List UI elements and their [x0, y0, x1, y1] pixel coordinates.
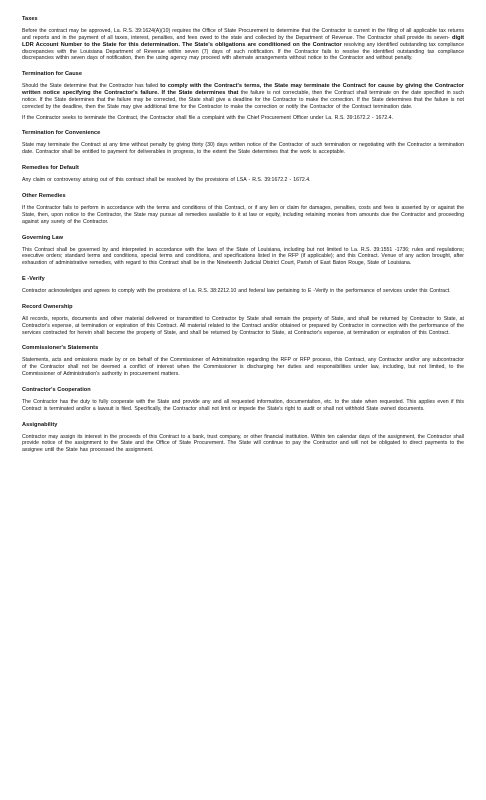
section-paragraph [22, 177, 464, 184]
section-paragraph [22, 28, 464, 62]
paragraph-text-after: Contractor acknowledges and agrees to comply with the provisions of La. R.S. 38:2212.10 and federal law pertaining to E -Verify in the performance of services under this Contract. [22, 288, 451, 295]
section-termination-for-cause [22, 71, 464, 121]
section-heading: Record Ownership [22, 303, 73, 310]
section-heading: Contractor's Cooperation [22, 386, 91, 393]
section-paragraph [22, 247, 464, 268]
section-record-ownership [22, 304, 464, 337]
document-page [22, 16, 464, 463]
paragraph-text-after: The Contractor has the duty to fully cooperate with the State and provide any and all requested information, documentation, etc. to the state when requested. This applies even if this Contract is terminated and/or a lawsuit is filed. Specifically, the Contractor shall not limit or impede the State's right to audit or shall not withhold State owned documents. [22, 398, 464, 412]
section-other-remedies [22, 193, 464, 226]
section-paragraph [22, 288, 464, 295]
paragraph-text-after: Contractor may assign its interest in the proceeds of this Contract to a bank, trust company, or other financial institution. Within ten calendar days of the assignment, the Contractor shall provide notice of the assignment to the State and the Office of State Procurement. The State will continue to pay the Contractor and will not be obligated to direct payments to the assignee until the State has processed the assignment. [22, 433, 464, 454]
paragraph-text-after: If the Contractor seeks to terminate the Contract, the Contractor shall file a complaint with the Chief Procurement Officer under La. R.S. 39:1672.2 - 1672.4. [22, 114, 393, 121]
paragraph-text-before: Should the State determine that the Contractor has failed [22, 83, 161, 90]
section-remedies-for-default [22, 165, 464, 184]
section-paragraph [22, 115, 464, 122]
section-termination-for-convenience [22, 130, 464, 156]
section-heading: Taxes [22, 16, 38, 22]
paragraph-text-before: Before the contract may be approved, La. R.S. 39:1624(A)(10) requires the Office of State Procurement to determine that the Contractor is current in the filing of all applicable tax returns and reports and in the payment of all taxes, interest, penalties, and fees owed to the state and collected by the Department of Revenue. The Contractor shall provide its seven- [22, 28, 464, 41]
section-heading: Termination for Convenience [22, 130, 101, 137]
paragraph-text-emph: to comply with the Contract's terms, the State may terminate the Contract for cause by giving the Contractor written notice specifying the Contractor's failure. If the State determines that [22, 83, 465, 97]
paragraph-text-after: Statements, acts and omissions made by or on behalf of the Commissioner of Administration regarding the RFP or RFP process, this Contract, any Contractor and/or any subcontractor of the Contractor shall not be deemed a conflict of interest when the Commissioner is discharging her duties and responsibilities under law, including, but not limited, to the Commissioner of Administration's authority in procurement matters. [22, 357, 464, 378]
section-heading: Commissioner's Statements [22, 345, 99, 352]
section-e-verify [22, 276, 464, 295]
section-paragraph [22, 434, 464, 455]
section-paragraph [22, 316, 464, 337]
section-heading: Governing Law [22, 234, 64, 241]
paragraph-text-after: All records, reports, documents and other material delivered or transmitted to Contractor by State shall remain the property of State, and shall be returned by Contractor to State, at Contractor's expense, at termination or expiration of this Contract. All material related to the Contract and/or obtained or prepared by Contractor in connection with the performance of the services contracted for herein shall become the property of State, and shall be returned by Contractor to State, at Contractor's expense, at termination or expiration of this Contract. [22, 315, 464, 336]
paragraph-text-after: the failure is not correctable, then the Contract shall terminate on the date specified in such notice. If the State determines that the failure may be corrected, the State shall give a deadline for the Contractor to make the correction. If the State determines that the failure is not corrected by the deadline, then the State may give additional time for the Contractor to make the correction or notify the Contractor of the Contract termination date. [22, 90, 464, 110]
section-assignability [22, 422, 464, 455]
section-taxes [22, 16, 464, 62]
section-paragraph [22, 357, 464, 378]
paragraph-text-after: If the Contractor fails to perform in accordance with the terms and conditions of this Contract, or if any lien or claim for damages, penalties, costs and fees is asserted by or against the State, then, upon notice to the Contractor, the State may pursue all remedies available to it at law or equity, including retaining monies from amounts due the Contractor and proceeding against any surety of the Contractor. [22, 204, 464, 225]
section-paragraph [22, 83, 464, 110]
section-contractor-s-cooperation [22, 387, 464, 413]
paragraph-text-after: State may terminate the Contract at any time without penalty by giving thirty (30) days written notice of the Contractor of such termination or negotiating with the Contractor a termination date. Contractor shall be entitled to payment for deliverables in progress, to the extent the State determines that the work is acceptable. [22, 142, 464, 156]
paragraph-text-after: resolving any identified outstanding tax compliance discrepancies with the Louisiana Department of Revenue within seven (7) days of such notification. If the Contractor fails to resolve the identified outstanding tax compliance discrepancies within seven days of notification, then the using agency may proceed with alternate arrangements without notice to the Contractor and without penalty. [22, 41, 464, 62]
section-heading: Termination for Cause [22, 71, 82, 78]
section-heading: Assignability [22, 421, 58, 428]
section-paragraph [22, 142, 464, 156]
paragraph-text-after: This Contract shall be governed by and interpreted in accordance with the laws of the State of Louisiana, including but not limited to La. R.S. 39:1551 -1736; rules and regulations; executive orders; standard terms and conditions, special terms and conditions, and specifications listed in the RFP (if applicable); and this Contract. Venue of any action brought, after exhaustion of administrative remedies, with regard to this Contract shall be in the Nineteenth Judicial District Court, Parish of East Baton Rouge, State of Louisiana. [22, 246, 464, 267]
section-heading: E -Verify [22, 276, 45, 283]
section-governing-law [22, 235, 464, 268]
paragraph-text-after: Any claim or controversy arising out of this contract shall be resolved by the provisions of LSA - R.S. 39:1672.2 - 1672.4. [22, 177, 311, 184]
paragraph-text-emph: digit LDR Account Number to the State for this determination. The State's obligations are conditioned on the Contractor [22, 34, 464, 48]
section-heading: Other Remedies [22, 192, 66, 199]
section-paragraph [22, 205, 464, 226]
section-heading: Remedies for Default [22, 165, 79, 172]
section-commissioner-s-statements [22, 345, 464, 378]
section-paragraph [22, 399, 464, 413]
